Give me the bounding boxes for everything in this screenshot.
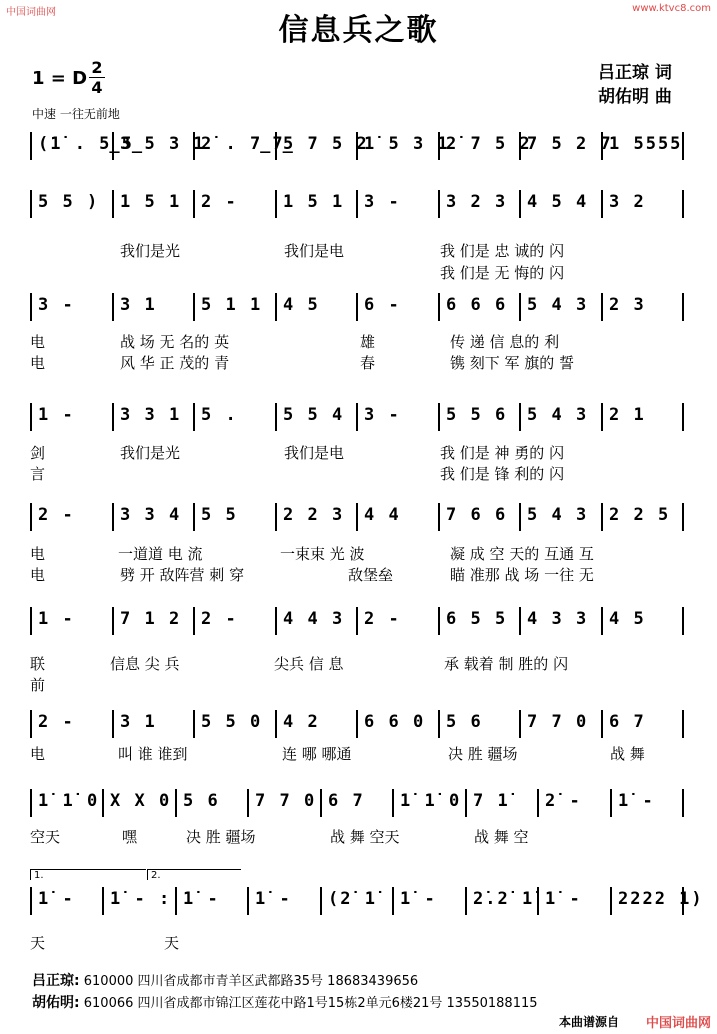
lyric: 决 胜 疆场 [186,828,256,846]
time-top: 2 [91,58,103,77]
barline [519,710,521,738]
measure: 5 4 3 [527,505,589,525]
measure: 2 - [38,505,75,525]
time-signature [89,59,105,96]
barline [682,190,684,218]
lyric: 凝 成 空 天的 互通 互 [450,545,594,563]
barline [356,403,358,431]
staff-line-3 [30,293,682,327]
measure: (1̇ . 5̲5̲ [38,134,145,154]
measure: 2̇.2̇ 1̇ [473,889,535,909]
barline [275,503,277,531]
key-signature: 1 = D [32,68,88,89]
lyric: 一道道 电 流 [118,545,203,563]
measure: 6 6 0 [364,712,426,732]
lyric: 嘿 [122,828,138,846]
measure: 1̇ - [255,889,292,909]
measure: 2 1 [609,405,646,425]
lyric: 风 华 正 茂的 青 [120,354,230,372]
barline [356,607,358,635]
measure: 5 5 4 [283,405,345,425]
measure: 2 - [201,192,238,212]
barline [601,293,603,321]
lyric: 联 [30,655,46,673]
measure: 2̇ 7 5 2 [446,134,532,154]
barline [275,190,277,218]
barline [30,503,32,531]
lyric: 劈 开 敌阵营 刺 穿 [120,566,245,584]
barline [193,403,195,431]
staff-line-6 [30,607,682,641]
barline [601,503,603,531]
measure: 7 7 0 [527,712,589,732]
barline [30,403,32,431]
measure: 3 - [364,192,401,212]
measure: 2 - [364,609,401,629]
composer-contact-addr: 610066 四川省成都市锦江区莲花中路1号15栋2单元6楼21号 13550188115 [83,996,538,1011]
lyric: 电 [30,745,46,763]
site-url-right: www.ktvc8.com [632,3,711,14]
lyric: 决 胜 疆场 [448,745,518,763]
barline [112,403,114,431]
lyric: 战 舞 空 [474,828,529,846]
lyric: 电 [30,566,46,584]
barline [112,710,114,738]
lyric: 前 [30,676,46,694]
composer-credit: 胡佑明 曲 [598,87,672,107]
measure: 7 7 0 [255,791,317,811]
lyricist-contact-addr: 610000 四川省成都市青羊区武都路35号 18683439656 [83,974,419,989]
measure: 3 2 3 [446,192,508,212]
measure: 1̇ 1̇ 0 [400,791,462,811]
barline [682,789,684,817]
barline [112,293,114,321]
staff-line-9 [30,887,704,921]
measure: 1̇ - [183,889,220,909]
measure: 1̇ 5 3 1 [364,134,450,154]
measure: 2̇ - [545,791,582,811]
barline [438,607,440,635]
lyric: 我们是电 [284,444,345,462]
barline [519,503,521,531]
barline [30,132,32,160]
lyricist-credit: 吕正琼 词 [598,63,672,83]
measure: 2 2 3 [283,505,345,525]
lyric: 战 舞 空天 [330,828,400,846]
barline [175,789,177,817]
measure: 3 3 4 [120,505,182,525]
lyric: 信息 尖 兵 [110,655,180,673]
composer-contact [32,992,538,1012]
measure: 4 3 3 [527,609,589,629]
lyric: 空天 [30,828,61,846]
measure: 3 3 1 [120,405,182,425]
measure: 7 6 6 [446,505,508,525]
measure: 4 2 [283,712,320,732]
lyric: 连 哪 哪通 [282,745,352,763]
barline [30,293,32,321]
barline [610,887,612,915]
measure: 7 1̇ [473,791,510,811]
measure: 1̇ - : [110,889,172,909]
barline [30,789,32,817]
barline [247,789,249,817]
barline [438,293,440,321]
staff-line-8 [30,789,682,823]
barline [438,710,440,738]
measure: 5 6 [446,712,483,732]
lyric: 电 [30,354,46,372]
lyric: 战 场 无 名的 英 [120,333,230,351]
lyric: 我们是光 [120,444,181,462]
source-note: 本曲谱源自 [558,1015,619,1029]
barline [438,503,440,531]
measure: 4 4 3 [283,609,345,629]
barline [175,887,177,915]
lyric: 我 们是 忠 诚的 闪 [440,242,565,260]
measure: 3 5 3 1 [120,134,206,154]
lyric: 我们是电 [284,242,345,260]
lyricist-contact [32,970,418,990]
staff-line-5 [30,503,682,537]
time-bottom: 4 [91,78,103,97]
barline [519,190,521,218]
barline [682,607,684,635]
measure: 4 5 [609,609,646,629]
measure: (2̇ 1̇ [328,889,377,909]
tempo-marking: 中速 一往无前地 [32,107,120,121]
barline [356,293,358,321]
measure: 6 7 [609,712,646,732]
barline [30,710,32,738]
barline [102,789,104,817]
measure: 4 4 [364,505,401,525]
lyric: 叫 谁 谁到 [118,745,188,763]
measure: 5 5 ) [38,192,100,212]
barline [275,403,277,431]
measure: 2 - [38,712,75,732]
measure: 1 5555 [609,134,683,154]
measure: 3 - [38,295,75,315]
measure: 1 5 1 [283,192,345,212]
measure: 6 6 6 [446,295,508,315]
lyricist-contact-name: 吕正琼: [32,973,80,989]
measure: 6 5 5 [446,609,508,629]
barline [193,710,195,738]
measure: 5 5 0 [201,712,263,732]
lyric: 一束束 光 波 [280,545,365,563]
volta-first: 1. [30,869,146,880]
measure: 7 1 2 [120,609,182,629]
staff-line-2 [30,190,682,224]
staff-line-4 [30,403,682,437]
measure: 3 2 [609,192,646,212]
measure: 1 - [38,609,75,629]
lyric: 言 [30,465,46,483]
barline [519,607,521,635]
barline [30,607,32,635]
barline [320,789,322,817]
barline [682,403,684,431]
measure: 3 - [364,405,401,425]
barline [610,789,612,817]
barline [247,887,249,915]
lyric: 我们是光 [120,242,181,260]
barline [356,190,358,218]
measure: 3 1 [120,295,157,315]
barline [601,190,603,218]
measure: 6 - [364,295,401,315]
barline [193,607,195,635]
measure: 2 2 5 [609,505,671,525]
measure: 1̇ - [400,889,437,909]
song-title: 信息兵之歌 [278,13,439,48]
measure: 5 7 5 2 [283,134,369,154]
volta-second: 2. [147,869,241,880]
barline [193,293,195,321]
measure: 5 1 1 [201,295,263,315]
lyric: 我 们是 神 勇的 闪 [440,444,565,462]
measure: 1̇ - [618,791,655,811]
site-name-left: 中国词曲网 [6,7,56,18]
barline [438,403,440,431]
lyric: 雄 [360,333,376,351]
lyric: 天 [30,934,46,952]
measure: 5 6 [183,791,220,811]
lyric: 瞄 准那 战 场 一往 无 [450,566,594,584]
lyric: 传 递 信 息的 利 [450,333,560,351]
barline [682,293,684,321]
barline [320,887,322,915]
measure: 2 3 [609,295,646,315]
barline [601,403,603,431]
barline [465,789,467,817]
measure: 5 5 6 [446,405,508,425]
barline [30,190,32,218]
measure: X X 0 [110,791,172,811]
barline [112,190,114,218]
barline [438,190,440,218]
measure: 7 5 2 7 [527,134,613,154]
staff-line-7 [30,710,682,744]
lyric: 春 [360,354,376,372]
barline [601,710,603,738]
measure: 4 5 [283,295,320,315]
barline [275,607,277,635]
measure: 3 1 [120,712,157,732]
measure: 2 - [201,609,238,629]
barline [193,190,195,218]
barline [537,887,539,915]
barline [601,607,603,635]
measure: 4 5 4 [527,192,589,212]
measure: 6 7 [328,791,365,811]
lyric: 敌堡垒 [348,566,394,584]
barline [682,710,684,738]
measure: 5 5 [201,505,238,525]
barline [112,607,114,635]
barline [465,887,467,915]
measure: 1 - [38,405,75,425]
barline [275,293,277,321]
barline [392,789,394,817]
lyric: 尖兵 信 息 [274,655,344,673]
lyric: 承 载着 制 胜的 闪 [444,655,569,673]
measure: 5 4 3 [527,295,589,315]
lyric: 镌 刻下 军 旗的 誓 [450,354,575,372]
measure: 1̇ - [38,889,75,909]
source-site: 中国词曲网 [645,1016,711,1031]
barline [193,503,195,531]
measure: 5 . [201,405,238,425]
lyric: 剑 [30,444,46,462]
barline [392,887,394,915]
lyric: 我 们是 锋 利的 闪 [440,465,565,483]
measure: 1̇ - [545,889,582,909]
measure: 5 4 3 [527,405,589,425]
barline [537,789,539,817]
barline [275,710,277,738]
measure: 1̇ 1̇ 0 [38,791,100,811]
lyric: 天 [164,934,180,952]
lyric: 电 [30,545,46,563]
lyric: 我 们是 无 悔的 闪 [440,264,565,282]
barline [519,403,521,431]
measure: 1 5 1 [120,192,182,212]
staff-line-1 [30,132,682,166]
barline [519,293,521,321]
measure: 2222 1) [618,889,704,909]
barline [356,710,358,738]
composer-contact-name: 胡佑明: [32,995,80,1011]
lyric: 战 舞 [610,745,645,763]
barline [112,503,114,531]
barline [682,503,684,531]
barline [102,887,104,915]
barline [30,887,32,915]
measure: 2̇ . 7̲7̲ [201,134,295,154]
barline [356,503,358,531]
lyric: 电 [30,333,46,351]
